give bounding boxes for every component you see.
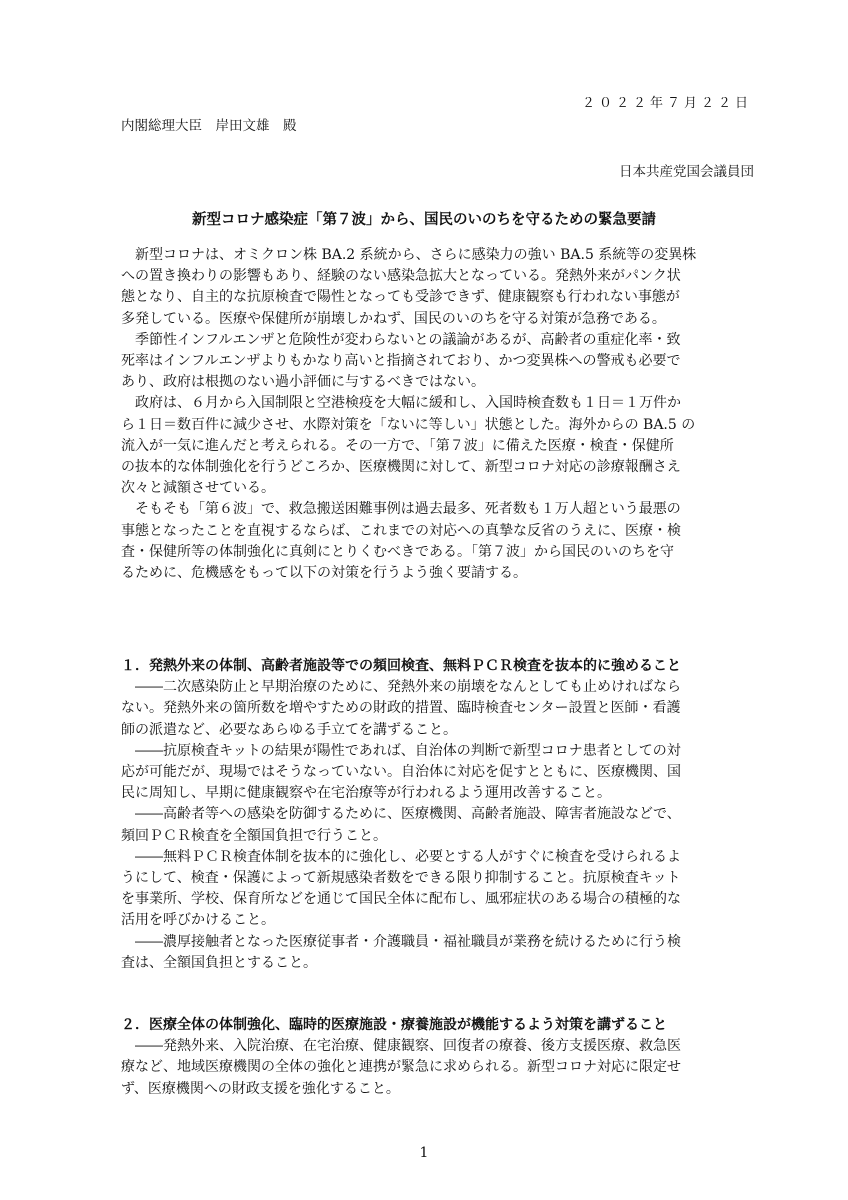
body-line: ない。発熱外来の箇所数を増やすための財政的措置、臨時検査センター設置と医師・看護: [121, 700, 681, 717]
body-line: への置き換わりの影響もあり、経験のない感染急拡大となっている。発熱外来がパンク状: [121, 268, 681, 285]
document-date: ２０２２年７月２２日: [581, 96, 752, 111]
body-line: 査は、全額国負担とすること。: [121, 954, 317, 971]
body-line: ――高齢者等への感染を防御するために、医療機関、高齢者施設、障害者施設などで、: [121, 806, 681, 823]
body-line: 民に周知し、早期に健康観察や在宅治療等が行われるよう運用改善すること。: [121, 785, 611, 802]
body-line: 新型コロナは、オミクロン株 BA.2 系統から、さらに感染力の強い BA.5 系統等の変異株: [121, 247, 697, 263]
body-line: 事態となったことを直視するならば、これまでの対応への真摯な反省のうえに、医療・検: [121, 522, 681, 539]
body-line: ら１日＝数百件に減少させ、水際対策を「ないに等しい」状態とした。海外からの BA.5 の: [121, 416, 696, 433]
body-line: を事業所、学校、保育所などを通じて国民全体に配布し、風邪症状のある場合の積極的な: [121, 891, 681, 908]
body-line: 療など、地域医療機関の全体の強化と連携が緊急に求められる。新型コロナ対応に限定せ: [121, 1059, 681, 1076]
body-line: ――濃厚接触者となった医療従事者・介護職員・福祉職員が業務を続けるために行う検: [121, 933, 681, 950]
body-line: 頻回ＰＣＲ検査を全額国負担で行うこと。: [121, 827, 387, 844]
body-line: あり、政府は根拠のない過小評価に与するべきではない。: [121, 374, 485, 391]
body-line: 流入が一気に進んだと考えられる。その一方で、「第７波」に備えた医療・検査・保健所: [121, 437, 674, 454]
body-line: の抜本的な体制強化を行うどころか、医療機関に対して、新型コロナ対応の診療報酬さえ: [121, 459, 681, 476]
body-line: ――発熱外来、入院治療、在宅治療、健康観察、回復者の療養、後方支援医療、救急医: [121, 1038, 681, 1055]
body-line: ず、医療機関への財政支援を強化すること。: [121, 1080, 400, 1097]
section-heading: ２．医療全体の体制強化、臨時的医療施設・療養施設が機能するよう対策を講ずること: [121, 1017, 667, 1033]
section-1: [121, 656, 741, 974]
sender-organization: 日本共産党国会議員団: [619, 164, 754, 180]
body-line: ――無料ＰＣＲ検査体制を抜本的に強化し、必要とする人がすぐに検査を受けられるよ: [121, 848, 681, 865]
body-line: そもそも「第６波」で、救急搬送困難事例は過去最多、死者数も１万人超という最悪の: [121, 501, 681, 518]
body-line: 季節性インフルエンザと危険性が変わらないとの議論があるが、高齢者の重症化率・致: [121, 331, 681, 348]
body-line: ――抗原検査キットの結果が陽性であれば、自治体の判断で新型コロナ患者としての対: [121, 742, 681, 759]
body-line: 態となり、自主的な抗原検査で陽性となっても受診できず、健康観察も行われない事態が: [121, 289, 680, 306]
page-number: 1: [419, 1145, 429, 1161]
addressee: 内閣総理大臣 岸田文雄 殿: [121, 118, 297, 134]
body-line: 政府は、６月から入国制限と空港検疫を大幅に緩和し、入国時検査数も１日＝１万件か: [121, 395, 681, 412]
document-title: 新型コロナ感染症「第７波」から、国民のいのちを守るための緊急要請: [192, 212, 656, 228]
section-heading: １．発熱外来の体制、高齢者施設等での頻回検査、無料ＰＣＲ検査を抜本的に強めること: [121, 658, 681, 674]
body-line: 死率はインフルエンザよりもかなり高いと指摘されており、かつ変異株への警戒も必要で: [121, 353, 681, 370]
body-line: 応が可能だが、現場ではそうなっていない。自治体に対応を促すとともに、医療機関、国: [121, 764, 681, 781]
body-line: 次々と減額させている。: [121, 480, 275, 497]
intro-body: [121, 245, 741, 584]
section-2: [121, 1015, 741, 1100]
body-line: 師の派遣など、必要なあらゆる手立てを講ずること。: [121, 721, 457, 738]
body-line: るために、危機感をもって以下の対策を行うよう強く要請する。: [121, 565, 527, 582]
body-line: 査・保健所等の体制強化に真剣にとりくむべきである。「第７波」から国民のいのちを守: [121, 543, 674, 560]
body-line: うにして、検査・保護によって新規感染者数をできる限り抑制すること。抗原検査キット: [121, 870, 681, 887]
body-line: ――二次感染防止と早期治療のために、発熱外来の崩壊をなんとしても止めければなら: [121, 679, 681, 696]
body-line: 活用を呼びかけること。: [121, 912, 275, 929]
body-line: 多発している。医療や保健所が崩壊しかねず、国民のいのちを守る対策が急務である。: [121, 310, 666, 327]
